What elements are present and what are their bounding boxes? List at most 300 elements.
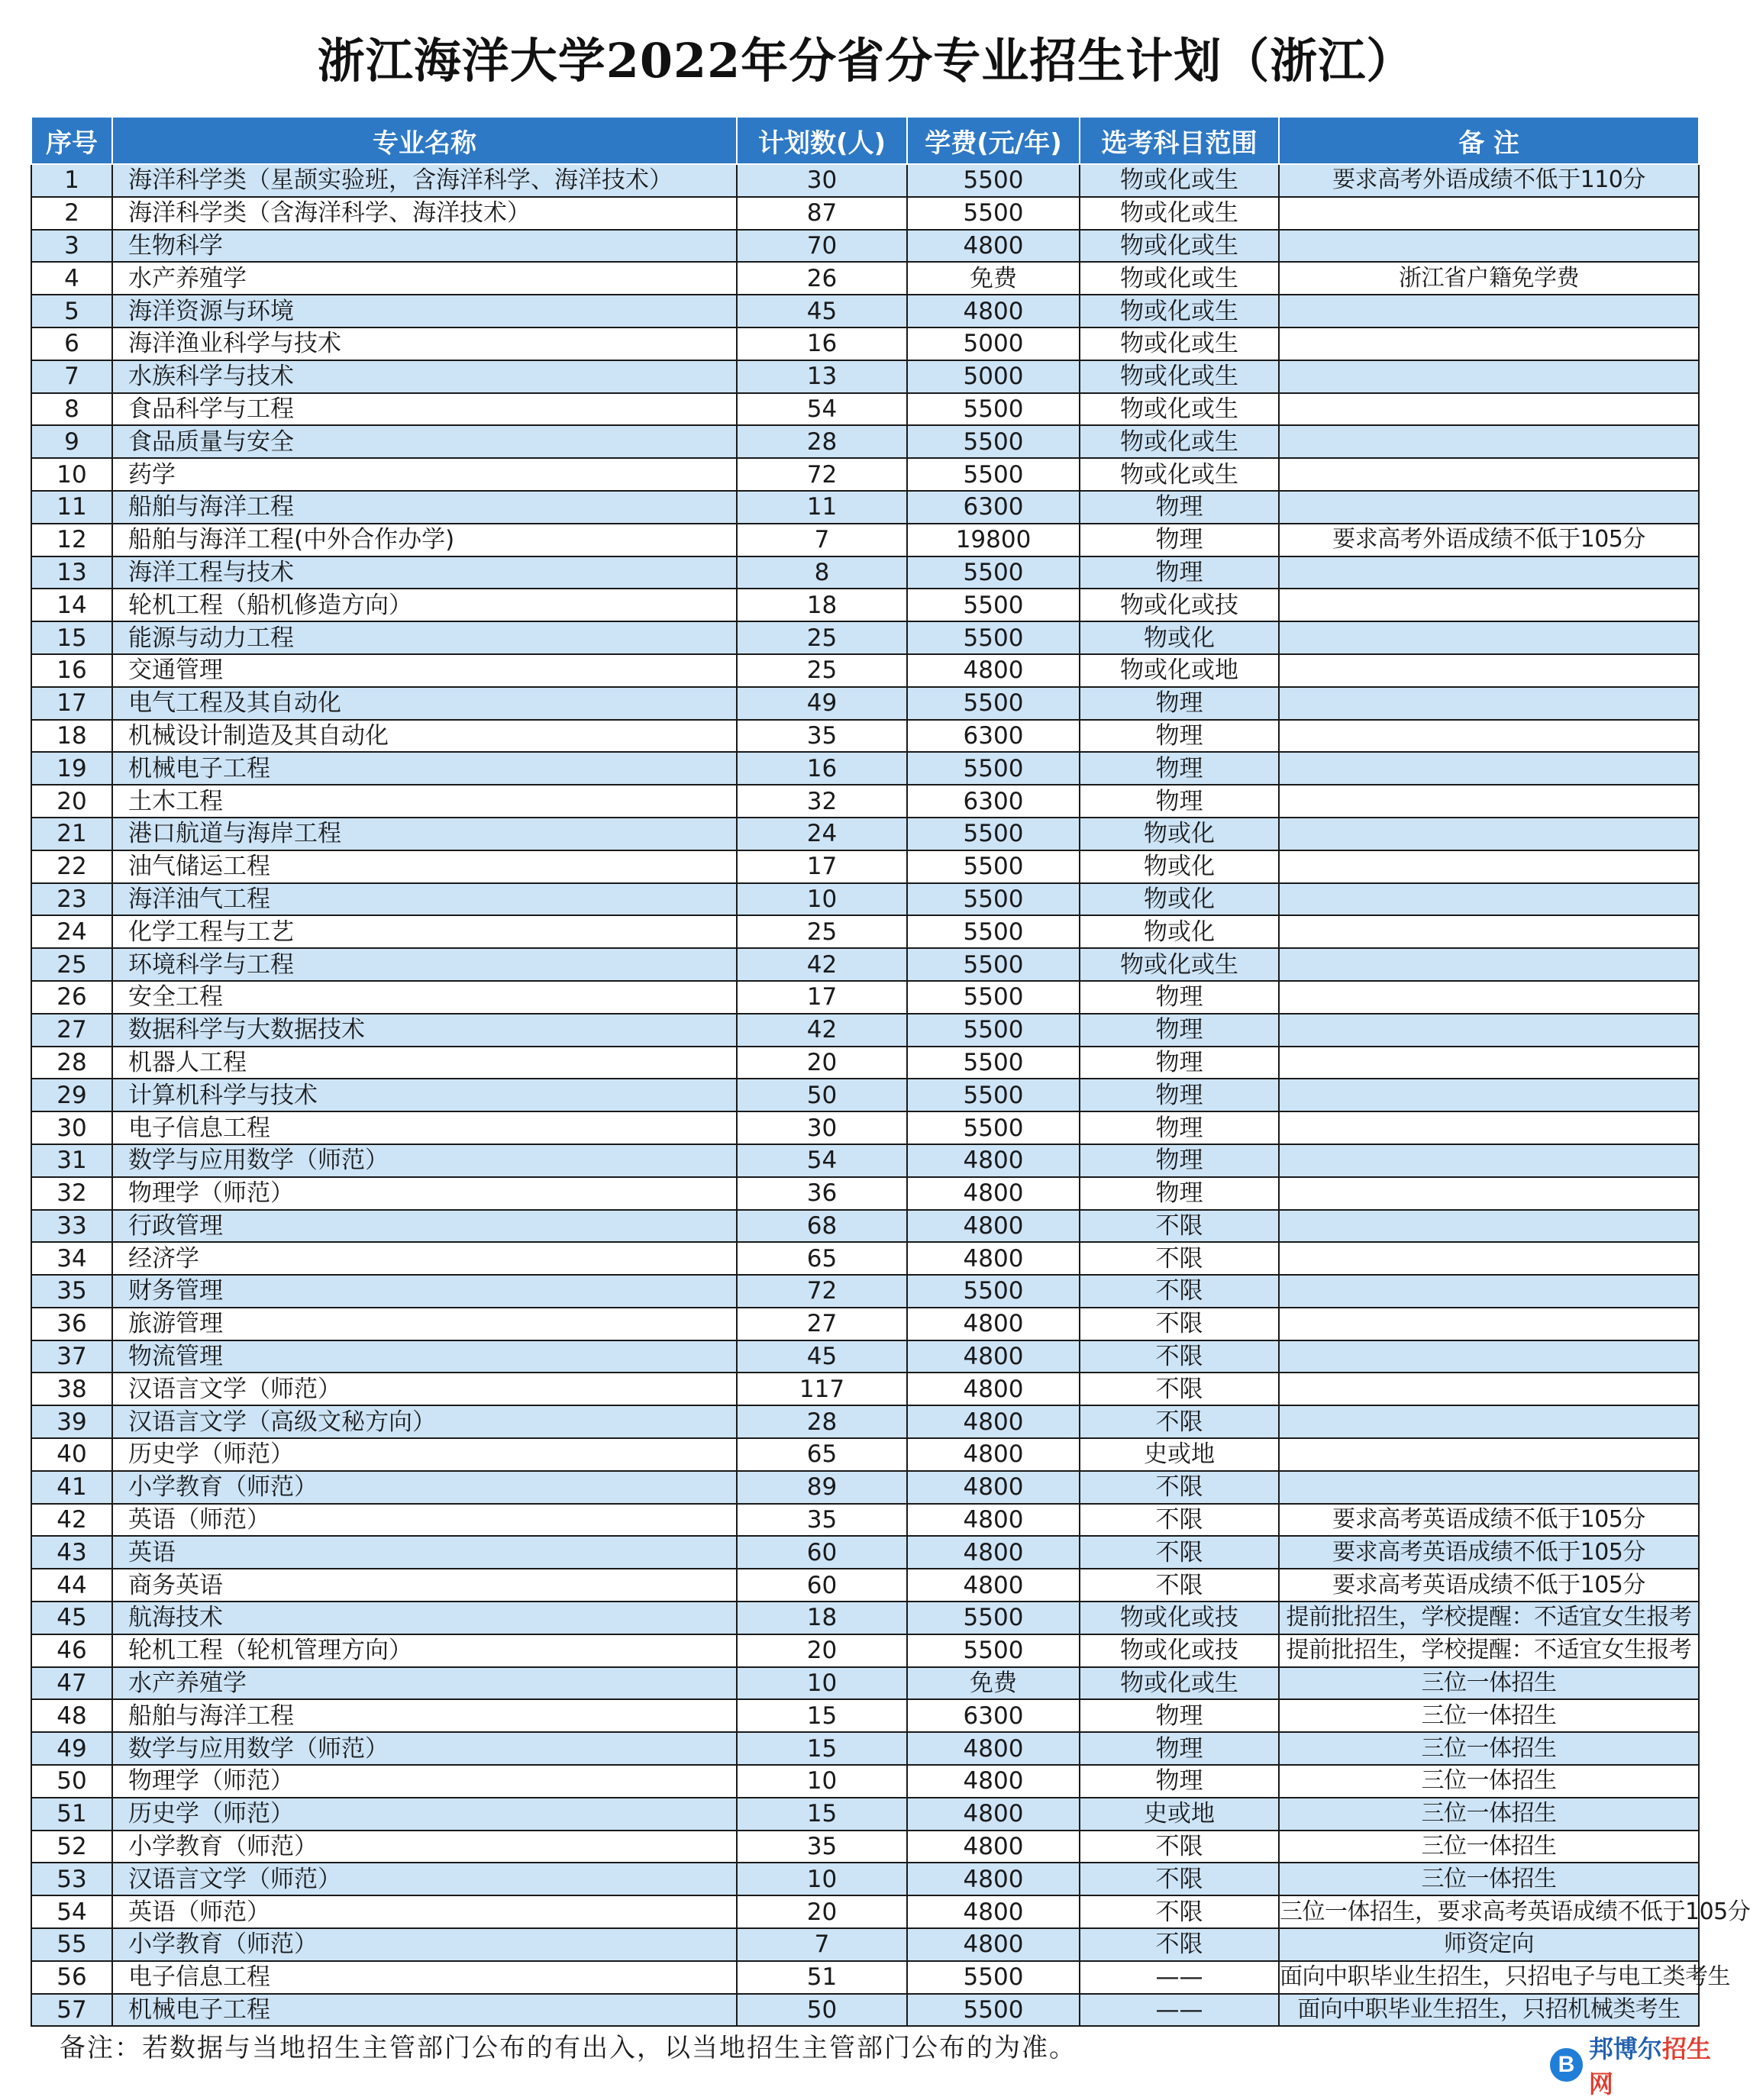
cell-subjects: 不限 — [1080, 1928, 1279, 1961]
cell-note — [1279, 1177, 1699, 1210]
cell-fee: 4800 — [907, 1340, 1080, 1373]
cell-plan: 20 — [737, 1634, 907, 1667]
cell-major: 油气储运工程 — [112, 850, 737, 883]
cell-major: 电子信息工程 — [112, 1961, 737, 1994]
cell-major: 英语（师范） — [112, 1895, 737, 1928]
cell-fee: 5500 — [907, 1602, 1080, 1634]
cell-fee: 19800 — [907, 524, 1080, 556]
cell-index: 37 — [31, 1340, 112, 1373]
cell-note: 要求高考英语成绩不低于105分 — [1279, 1536, 1699, 1569]
cell-major: 商务英语 — [112, 1569, 737, 1602]
cell-index: 50 — [31, 1765, 112, 1798]
cell-note — [1279, 785, 1699, 818]
cell-subjects: 物或化 — [1080, 850, 1279, 883]
cell-major: 电子信息工程 — [112, 1111, 737, 1144]
table-row — [31, 164, 1699, 197]
cell-subjects: 物或化或技 — [1080, 1634, 1279, 1667]
cell-note — [1279, 295, 1699, 327]
header-fee: 学费(元/年) — [907, 117, 1080, 164]
cell-subjects: 不限 — [1080, 1275, 1279, 1308]
cell-subjects: 不限 — [1080, 1373, 1279, 1405]
cell-index: 7 — [31, 360, 112, 393]
cell-plan: 54 — [737, 393, 907, 426]
cell-major: 经济学 — [112, 1242, 737, 1275]
table-row — [31, 948, 1699, 981]
cell-major: 汉语言文学（师范） — [112, 1373, 737, 1405]
cell-subjects: 物或化或生 — [1080, 425, 1279, 458]
cell-note: 三位一体招生 — [1279, 1798, 1699, 1831]
cell-plan: 28 — [737, 425, 907, 458]
cell-note — [1279, 197, 1699, 230]
cell-index: 55 — [31, 1928, 112, 1961]
cell-index: 42 — [31, 1504, 112, 1537]
cell-index: 19 — [31, 752, 112, 785]
cell-note — [1279, 981, 1699, 1014]
cell-index: 45 — [31, 1602, 112, 1634]
cell-plan: 15 — [737, 1798, 907, 1831]
cell-major: 海洋渔业科学与技术 — [112, 327, 737, 360]
cell-note — [1279, 1111, 1699, 1144]
cell-subjects: 不限 — [1080, 1471, 1279, 1504]
cell-subjects: 不限 — [1080, 1895, 1279, 1928]
cell-fee: 免费 — [907, 1667, 1080, 1700]
table-row — [31, 1047, 1699, 1079]
cell-major: 行政管理 — [112, 1210, 737, 1243]
cell-subjects: 物或化或生 — [1080, 948, 1279, 981]
cell-note: 师资定向 — [1279, 1928, 1699, 1961]
cell-subjects: 不限 — [1080, 1863, 1279, 1895]
cell-fee: 4800 — [907, 1471, 1080, 1504]
cell-plan: 65 — [737, 1242, 907, 1275]
cell-subjects: 物理 — [1080, 524, 1279, 556]
cell-fee: 5500 — [907, 1111, 1080, 1144]
cell-plan: 16 — [737, 752, 907, 785]
cell-major: 水产养殖学 — [112, 1667, 737, 1700]
cell-fee: 5500 — [907, 164, 1080, 197]
cell-major: 历史学（师范） — [112, 1798, 737, 1831]
cell-index: 21 — [31, 818, 112, 850]
table-row — [31, 327, 1699, 360]
cell-plan: 7 — [737, 1928, 907, 1961]
cell-fee: 6300 — [907, 785, 1080, 818]
cell-index: 14 — [31, 589, 112, 621]
table-row — [31, 981, 1699, 1014]
cell-subjects: 物理 — [1080, 752, 1279, 785]
cell-note — [1279, 720, 1699, 753]
cell-note — [1279, 1438, 1699, 1471]
brand-name — [1589, 2030, 1732, 2100]
table-row — [31, 720, 1699, 753]
table-row — [31, 1994, 1699, 2027]
table-row — [31, 1667, 1699, 1700]
cell-index: 52 — [31, 1831, 112, 1863]
table-row — [31, 818, 1699, 850]
table-row — [31, 1373, 1699, 1405]
cell-plan: 8 — [737, 556, 907, 589]
cell-major: 物流管理 — [112, 1340, 737, 1373]
table-row — [31, 197, 1699, 230]
cell-major: 生物科学 — [112, 230, 737, 263]
cell-subjects: 不限 — [1080, 1504, 1279, 1537]
cell-subjects: 不限 — [1080, 1536, 1279, 1569]
cell-major: 食品质量与安全 — [112, 425, 737, 458]
cell-plan: 49 — [737, 687, 907, 720]
cell-plan: 35 — [737, 1831, 907, 1863]
cell-note — [1279, 393, 1699, 426]
cell-note: 三位一体招生 — [1279, 1699, 1699, 1732]
cell-index: 11 — [31, 491, 112, 524]
cell-note — [1279, 556, 1699, 589]
table-row — [31, 360, 1699, 393]
brand-b-icon: B — [1550, 2048, 1583, 2082]
cell-plan: 35 — [737, 720, 907, 753]
cell-subjects: 物或化 — [1080, 621, 1279, 654]
cell-plan: 7 — [737, 524, 907, 556]
table-row — [31, 1340, 1699, 1373]
cell-note — [1279, 850, 1699, 883]
cell-major: 旅游管理 — [112, 1308, 737, 1340]
cell-plan: 10 — [737, 883, 907, 916]
cell-fee: 4800 — [907, 230, 1080, 263]
table-row — [31, 1928, 1699, 1961]
cell-subjects: —— — [1080, 1994, 1279, 2027]
cell-subjects: 物理 — [1080, 1732, 1279, 1765]
cell-note — [1279, 458, 1699, 491]
cell-note: 面向中职毕业生招生，只招电子与电工类考生 — [1279, 1961, 1699, 1994]
cell-index: 12 — [31, 524, 112, 556]
cell-fee: 4800 — [907, 295, 1080, 327]
brand-name-red: 招生网 — [1588, 2034, 1711, 2098]
cell-index: 2 — [31, 197, 112, 230]
cell-fee: 4800 — [907, 654, 1080, 687]
cell-subjects: 物理 — [1080, 1014, 1279, 1047]
cell-subjects: 不限 — [1080, 1569, 1279, 1602]
cell-note — [1279, 1079, 1699, 1111]
cell-index: 41 — [31, 1471, 112, 1504]
cell-major: 港口航道与海岸工程 — [112, 818, 737, 850]
cell-major: 轮机工程（船机修造方向） — [112, 589, 737, 621]
table-row — [31, 1504, 1699, 1537]
cell-major: 水族科学与技术 — [112, 360, 737, 393]
cell-fee: 4800 — [907, 1177, 1080, 1210]
header-note: 备 注 — [1279, 117, 1699, 164]
cell-index: 43 — [31, 1536, 112, 1569]
cell-subjects: 物理 — [1080, 1177, 1279, 1210]
cell-subjects: —— — [1080, 1961, 1279, 1994]
table-row — [31, 1536, 1699, 1569]
cell-subjects: 物理 — [1080, 1699, 1279, 1732]
cell-note — [1279, 687, 1699, 720]
cell-fee: 5500 — [907, 556, 1080, 589]
cell-plan: 25 — [737, 654, 907, 687]
cell-major: 能源与动力工程 — [112, 621, 737, 654]
header-index: 序号 — [31, 117, 112, 164]
cell-subjects: 不限 — [1080, 1405, 1279, 1438]
cell-major: 历史学（师范） — [112, 1438, 737, 1471]
cell-fee: 5000 — [907, 360, 1080, 393]
table-row — [31, 491, 1699, 524]
cell-note — [1279, 1242, 1699, 1275]
cell-plan: 26 — [737, 262, 907, 295]
cell-major: 土木工程 — [112, 785, 737, 818]
cell-plan: 27 — [737, 1308, 907, 1340]
table-row — [31, 785, 1699, 818]
cell-index: 1 — [31, 164, 112, 197]
table-row — [31, 524, 1699, 556]
cell-plan: 89 — [737, 1471, 907, 1504]
cell-major: 船舶与海洋工程 — [112, 491, 737, 524]
cell-note: 三位一体招生 — [1279, 1667, 1699, 1700]
cell-fee: 4800 — [907, 1765, 1080, 1798]
cell-fee: 4800 — [907, 1895, 1080, 1928]
table-row — [31, 1961, 1699, 1994]
cell-index: 15 — [31, 621, 112, 654]
table-row — [31, 1177, 1699, 1210]
cell-plan: 18 — [737, 1602, 907, 1634]
cell-fee: 5500 — [907, 1275, 1080, 1308]
cell-note: 三位一体招生 — [1279, 1831, 1699, 1863]
cell-fee: 4800 — [907, 1242, 1080, 1275]
cell-fee: 5500 — [907, 621, 1080, 654]
table-row — [31, 295, 1699, 327]
cell-note — [1279, 621, 1699, 654]
cell-index: 31 — [31, 1144, 112, 1177]
cell-subjects: 物或化或生 — [1080, 1667, 1279, 1700]
table-row — [31, 1765, 1699, 1798]
cell-plan: 25 — [737, 621, 907, 654]
cell-subjects: 不限 — [1080, 1831, 1279, 1863]
cell-fee: 4800 — [907, 1405, 1080, 1438]
cell-major: 海洋资源与环境 — [112, 295, 737, 327]
cell-fee: 4800 — [907, 1144, 1080, 1177]
cell-index: 33 — [31, 1210, 112, 1243]
cell-index: 24 — [31, 915, 112, 948]
cell-plan: 72 — [737, 458, 907, 491]
cell-plan: 32 — [737, 785, 907, 818]
cell-major: 海洋科学类（星颉实验班，含海洋科学、海洋技术） — [112, 164, 737, 197]
cell-plan: 17 — [737, 850, 907, 883]
cell-major: 船舶与海洋工程 — [112, 1699, 737, 1732]
cell-plan: 65 — [737, 1438, 907, 1471]
cell-major: 海洋科学类（含海洋科学、海洋技术） — [112, 197, 737, 230]
cell-subjects: 不限 — [1080, 1210, 1279, 1243]
cell-subjects: 物或化或生 — [1080, 164, 1279, 197]
cell-fee: 4800 — [907, 1438, 1080, 1471]
cell-plan: 45 — [737, 295, 907, 327]
cell-fee: 5500 — [907, 1961, 1080, 1994]
cell-plan: 15 — [737, 1699, 907, 1732]
cell-fee: 5500 — [907, 981, 1080, 1014]
cell-index: 56 — [31, 1961, 112, 1994]
cell-plan: 72 — [737, 1275, 907, 1308]
cell-fee: 5500 — [907, 197, 1080, 230]
table-row — [31, 1863, 1699, 1895]
cell-plan: 10 — [737, 1863, 907, 1895]
cell-fee: 5500 — [907, 1014, 1080, 1047]
cell-plan: 13 — [737, 360, 907, 393]
cell-note — [1279, 327, 1699, 360]
cell-major: 水产养殖学 — [112, 262, 737, 295]
cell-major: 财务管理 — [112, 1275, 737, 1308]
cell-note: 三位一体招生 — [1279, 1732, 1699, 1765]
table-row — [31, 850, 1699, 883]
cell-major: 航海技术 — [112, 1602, 737, 1634]
table-row — [31, 1079, 1699, 1111]
cell-major: 机械设计制造及其自动化 — [112, 720, 737, 753]
table-row — [31, 458, 1699, 491]
cell-subjects: 物理 — [1080, 687, 1279, 720]
page-title: 浙江海洋大学2022年分省分专业招生计划（浙江） — [317, 33, 1415, 89]
cell-subjects: 不限 — [1080, 1242, 1279, 1275]
cell-plan: 70 — [737, 230, 907, 263]
cell-index: 8 — [31, 393, 112, 426]
cell-index: 32 — [31, 1177, 112, 1210]
cell-note — [1279, 1308, 1699, 1340]
cell-index: 28 — [31, 1047, 112, 1079]
footnote: 备注：若数据与当地招生主管部门公布的有出入，以当地招生主管部门公布的为准。 — [60, 2033, 1077, 2063]
cell-fee: 5500 — [907, 1079, 1080, 1111]
cell-index: 40 — [31, 1438, 112, 1471]
cell-fee: 5000 — [907, 327, 1080, 360]
cell-fee: 5500 — [907, 393, 1080, 426]
cell-note — [1279, 1340, 1699, 1373]
cell-fee: 4800 — [907, 1732, 1080, 1765]
cell-fee: 4800 — [907, 1863, 1080, 1895]
cell-index: 44 — [31, 1569, 112, 1602]
cell-plan: 50 — [737, 1079, 907, 1111]
cell-major: 机械电子工程 — [112, 752, 737, 785]
cell-major: 食品科学与工程 — [112, 393, 737, 426]
cell-major: 小学教育（师范） — [112, 1831, 737, 1863]
cell-subjects: 物理 — [1080, 1047, 1279, 1079]
cell-index: 20 — [31, 785, 112, 818]
cell-major: 海洋工程与技术 — [112, 556, 737, 589]
cell-major: 船舶与海洋工程(中外合作办学) — [112, 524, 737, 556]
cell-subjects: 史或地 — [1080, 1438, 1279, 1471]
cell-plan: 30 — [737, 1111, 907, 1144]
cell-subjects: 物或化 — [1080, 915, 1279, 948]
cell-note: 提前批招生，学校提醒：不适宜女生报考 — [1279, 1602, 1699, 1634]
cell-plan: 20 — [737, 1895, 907, 1928]
cell-fee: 5500 — [907, 425, 1080, 458]
cell-index: 36 — [31, 1308, 112, 1340]
table-row — [31, 621, 1699, 654]
table-row — [31, 1895, 1699, 1928]
table-row — [31, 1405, 1699, 1438]
cell-subjects: 物理 — [1080, 1079, 1279, 1111]
cell-plan: 51 — [737, 1961, 907, 1994]
cell-note — [1279, 752, 1699, 785]
cell-major: 药学 — [112, 458, 737, 491]
cell-fee: 4800 — [907, 1504, 1080, 1537]
cell-note: 要求高考外语成绩不低于105分 — [1279, 524, 1699, 556]
cell-plan: 60 — [737, 1569, 907, 1602]
cell-index: 18 — [31, 720, 112, 753]
cell-major: 机械电子工程 — [112, 1994, 737, 2027]
header-major: 专业名称 — [112, 117, 737, 164]
table-row — [31, 1471, 1699, 1504]
cell-plan: 42 — [737, 948, 907, 981]
cell-note — [1279, 883, 1699, 916]
cell-index: 17 — [31, 687, 112, 720]
cell-plan: 25 — [737, 915, 907, 948]
cell-subjects: 物理 — [1080, 981, 1279, 1014]
cell-plan: 10 — [737, 1667, 907, 1700]
cell-major: 机器人工程 — [112, 1047, 737, 1079]
cell-major: 电气工程及其自动化 — [112, 687, 737, 720]
cell-major: 小学教育（师范） — [112, 1928, 737, 1961]
cell-index: 35 — [31, 1275, 112, 1308]
cell-note — [1279, 818, 1699, 850]
table-row — [31, 589, 1699, 621]
cell-fee: 5500 — [907, 1994, 1080, 2027]
cell-index: 3 — [31, 230, 112, 263]
cell-fee: 6300 — [907, 720, 1080, 753]
cell-index: 5 — [31, 295, 112, 327]
cell-plan: 42 — [737, 1014, 907, 1047]
cell-index: 30 — [31, 1111, 112, 1144]
cell-fee: 4800 — [907, 1210, 1080, 1243]
cell-plan: 30 — [737, 164, 907, 197]
cell-note — [1279, 491, 1699, 524]
cell-plan: 87 — [737, 197, 907, 230]
cell-plan: 15 — [737, 1732, 907, 1765]
cell-note: 要求高考英语成绩不低于105分 — [1279, 1504, 1699, 1537]
cell-note: 提前批招生，学校提醒：不适宜女生报考 — [1279, 1634, 1699, 1667]
table-row — [31, 1308, 1699, 1340]
cell-fee: 5500 — [907, 883, 1080, 916]
cell-note — [1279, 360, 1699, 393]
cell-subjects: 不限 — [1080, 1340, 1279, 1373]
cell-note — [1279, 1014, 1699, 1047]
cell-index: 34 — [31, 1242, 112, 1275]
cell-subjects: 物或化或生 — [1080, 230, 1279, 263]
cell-subjects: 物或化或生 — [1080, 393, 1279, 426]
cell-major: 海洋油气工程 — [112, 883, 737, 916]
cell-index: 27 — [31, 1014, 112, 1047]
cell-plan: 50 — [737, 1994, 907, 2027]
cell-major: 小学教育（师范） — [112, 1471, 737, 1504]
cell-index: 13 — [31, 556, 112, 589]
cell-subjects: 物理 — [1080, 720, 1279, 753]
cell-index: 23 — [31, 883, 112, 916]
cell-plan: 117 — [737, 1373, 907, 1405]
table-row — [31, 1798, 1699, 1831]
cell-note: 浙江省户籍免学费 — [1279, 262, 1699, 295]
cell-note: 三位一体招生，要求高考英语成绩不低于105分 — [1279, 1895, 1699, 1928]
cell-major: 数学与应用数学（师范） — [112, 1732, 737, 1765]
cell-note — [1279, 1210, 1699, 1243]
cell-fee: 5500 — [907, 850, 1080, 883]
cell-subjects: 物或化或生 — [1080, 197, 1279, 230]
table-row — [31, 1144, 1699, 1177]
table-row — [31, 752, 1699, 785]
cell-note — [1279, 654, 1699, 687]
cell-note — [1279, 1471, 1699, 1504]
cell-index: 4 — [31, 262, 112, 295]
table-row — [31, 915, 1699, 948]
cell-fee: 5500 — [907, 752, 1080, 785]
cell-index: 49 — [31, 1732, 112, 1765]
cell-index: 9 — [31, 425, 112, 458]
cell-fee: 4800 — [907, 1536, 1080, 1569]
cell-plan: 54 — [737, 1144, 907, 1177]
cell-index: 47 — [31, 1667, 112, 1700]
cell-major: 英语（师范） — [112, 1504, 737, 1537]
table-row — [31, 1602, 1699, 1634]
cell-plan: 28 — [737, 1405, 907, 1438]
cell-major: 汉语言文学（师范） — [112, 1863, 737, 1895]
